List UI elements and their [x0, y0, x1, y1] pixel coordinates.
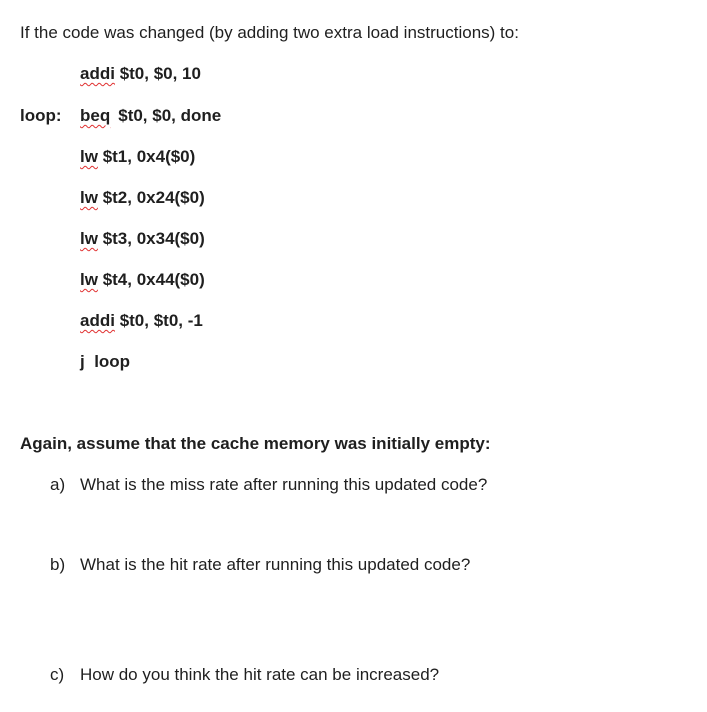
code-op: lw [80, 270, 98, 289]
code-args: loop [94, 352, 131, 371]
code-line-2 [80, 106, 221, 126]
code-line-8 [80, 352, 130, 372]
code-line-7 [80, 311, 203, 331]
code-op: lw [80, 229, 98, 248]
loop-label: loop: [20, 106, 62, 125]
section-heading: Again, assume that the cache memory was initially empty: [20, 434, 491, 453]
question-b-letter: b) [50, 555, 66, 574]
code-line-3 [80, 147, 195, 167]
code-op: j [80, 352, 85, 371]
question-c-text: How do you think the hit rate can be increased? [80, 665, 440, 684]
code-args: $t3, 0x34($0) [102, 229, 205, 248]
code-args: $t1, 0x4($0) [102, 147, 196, 166]
code-args: $t0, $0, 10 [119, 64, 201, 83]
code-op: beq [80, 106, 111, 125]
question-c-letter: c) [50, 665, 65, 684]
intro-text: If the code was changed (by adding two extra load instructions) to: [20, 23, 519, 42]
code-line-6 [80, 270, 205, 290]
code-args: $t4, 0x44($0) [102, 270, 205, 289]
question-a-letter: a) [50, 475, 66, 494]
code-op: lw [80, 147, 98, 166]
question-b-text: What is the hit rate after running this updated code? [80, 555, 471, 574]
code-op: lw [80, 188, 98, 207]
question-a-text: What is the miss rate after running this updated code? [80, 475, 488, 494]
code-args: $t0, $t0, -1 [119, 311, 203, 330]
code-line-4 [80, 188, 205, 208]
code-line-5 [80, 229, 205, 249]
code-args: $t2, 0x24($0) [102, 188, 205, 207]
code-line-1 [80, 64, 201, 84]
code-op: addi [80, 311, 115, 330]
code-args: $t0, $0, done [118, 106, 222, 125]
code-op: addi [80, 64, 115, 83]
